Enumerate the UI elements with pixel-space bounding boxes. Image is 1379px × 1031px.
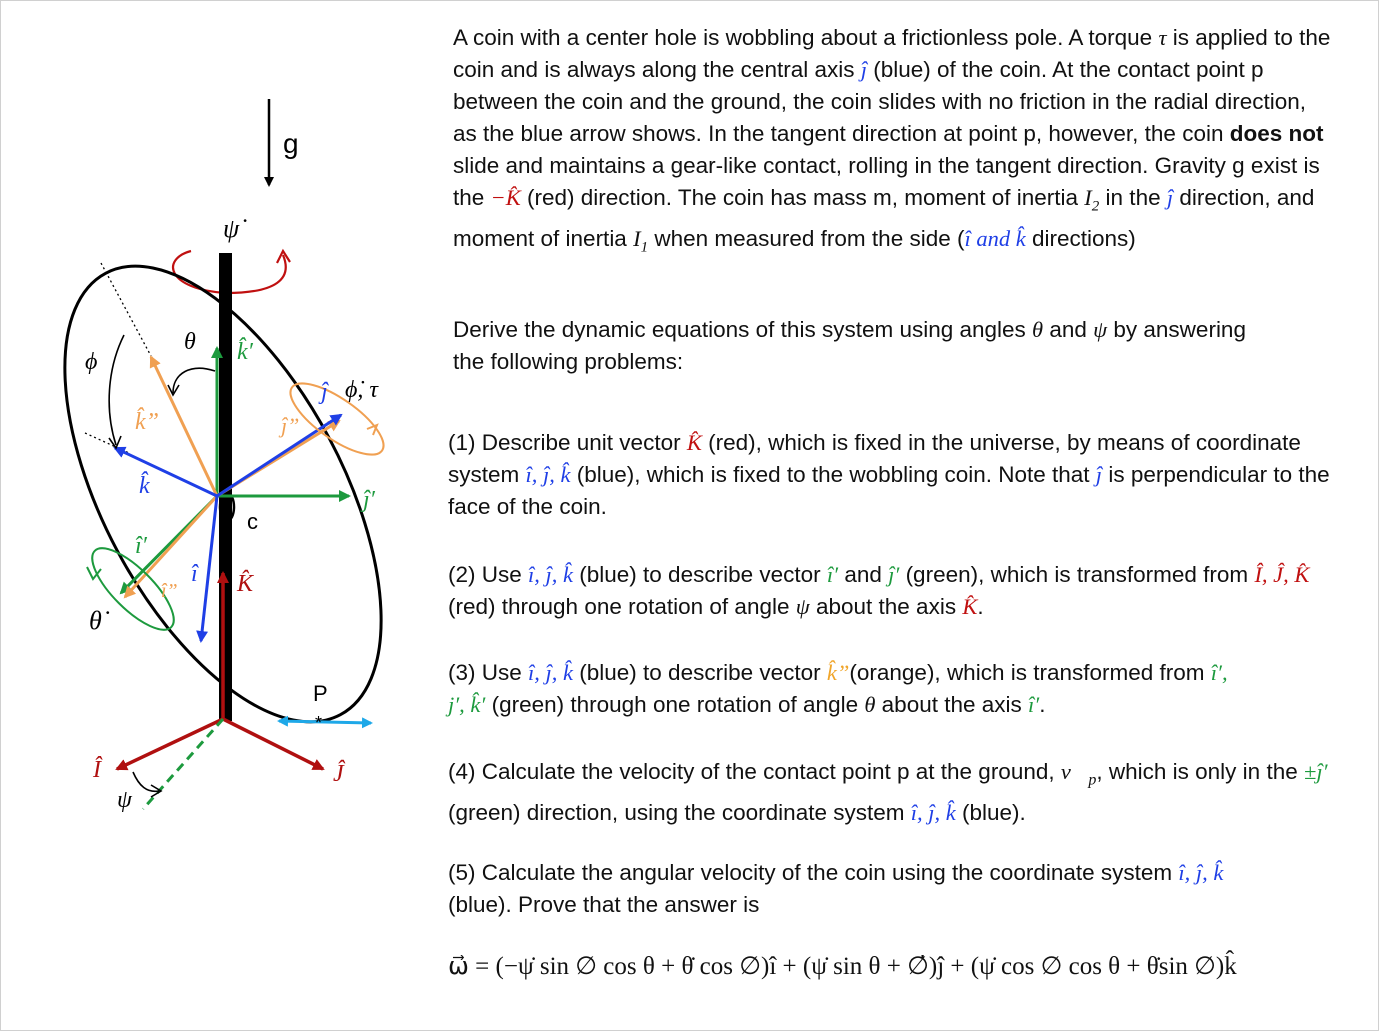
k-hat-axis — [115, 448, 217, 496]
question-4: (4) Calculate the velocity of the contact point p at the ground, $v⃗_p$, which is only in the ±ĵ′ (green) direction, using the coordinate system î, ĵ, k̂ (blue). — [448, 759, 1328, 825]
question-2: (2) Use î, ĵ, k̂ (blue) to describe vector î′ and ĵ′ (green), which is transformed from Î, Ĵ, K̂ (red) through one rotation of angle ψ about the axis K̂. — [448, 562, 1310, 619]
label-phi-dot-tau: ϕ̇, τ — [345, 377, 379, 403]
theta-arc — [173, 368, 215, 393]
label-psi-dot: ψ̇ — [223, 214, 240, 243]
question-5: (5) Calculate the angular velocity of the coin using the coordinate system î, ĵ, k̂ (blue). Prove that the answer is — [448, 860, 1224, 917]
intro-paragraph: A coin with a center hole is wobbling about a frictionless pole. A torque τ is applied to the coin and is always along the central axis ĵ (blue) of the coin. At the contact point p between the coin and the ground, the coin slides with no friction in the radial direction, as the blue arrow shows. In the tangent direction at point p, however, the coin does not slide and maintains a gear-like contact, rolling in the tangent direction. Gravity g exist is the −K̂ (red) direction. The coin has mass m, moment of inertia $I_2$ in the ĵ direction, and moment of inertia $I_1$ when measured from the side (î and k̂ directions) — [453, 25, 1331, 255]
label-j-double-prime: ĵ” — [281, 413, 300, 438]
label-I-hat: Î — [93, 757, 101, 783]
psi-arc — [133, 772, 159, 791]
coin-diagram — [1, 1, 441, 841]
k-double-prime-axis — [151, 357, 217, 496]
label-psi: ψ — [117, 787, 132, 813]
label-j-hat: ĵ — [321, 379, 328, 405]
derive-paragraph: Derive the dynamic equations of this system using angles θ and ψ by answering the following problems: — [453, 317, 1246, 374]
label-phi: ϕ — [85, 349, 98, 375]
label-theta-dot: θ̇ — [89, 606, 102, 635]
J-hat-axis — [223, 719, 323, 769]
angular-velocity-equation: ω⃗ = (−ψ̇ sin ∅ cos θ + θ̇ cos ∅)î + (ψ̇ sin θ + ∅̇)ĵ + (ψ̇ cos ∅ cos θ + θ̇sin ∅)k̂ — [448, 953, 1237, 980]
contact-slide-arrow — [279, 721, 371, 723]
question-3: (3) Use î, ĵ, k̂ (blue) to describe vector k̂”(orange), which is transformed from î′, j′, k̂′ (green) through one rotation of angle θ about the axis î′. — [448, 660, 1228, 717]
label-k-hat: k̂ — [139, 473, 150, 499]
label-i-hat: î — [191, 561, 198, 587]
label-K-hat: K̂ — [237, 571, 254, 597]
question-1: (1) Describe unit vector K̂ (red), which is fixed in the universe, by means of coordinate system î, ĵ, k̂ (blue), which is fixed to the wobbling coin. Note that ĵ is perpendicular to the face of the coin. — [448, 430, 1330, 519]
label-j-prime: ĵ′ — [363, 487, 375, 513]
label-i-prime: î′ — [135, 533, 147, 559]
label-P: P — [313, 681, 328, 706]
label-k-prime: k̂′ — [237, 339, 253, 365]
label-k-double-prime: k̂” — [135, 409, 159, 435]
label-c: c — [247, 509, 258, 534]
label-i-double-prime: î” — [161, 580, 178, 602]
phi-arc — [109, 335, 124, 445]
contact-point-marker: * — [315, 713, 323, 733]
I-hat-axis — [117, 719, 223, 769]
label-J-hat: Ĵ — [333, 761, 344, 787]
label-g: g — [283, 128, 299, 159]
i-hat-axis — [201, 496, 217, 641]
j-hat-axis — [217, 415, 341, 496]
label-theta: θ — [184, 329, 196, 355]
